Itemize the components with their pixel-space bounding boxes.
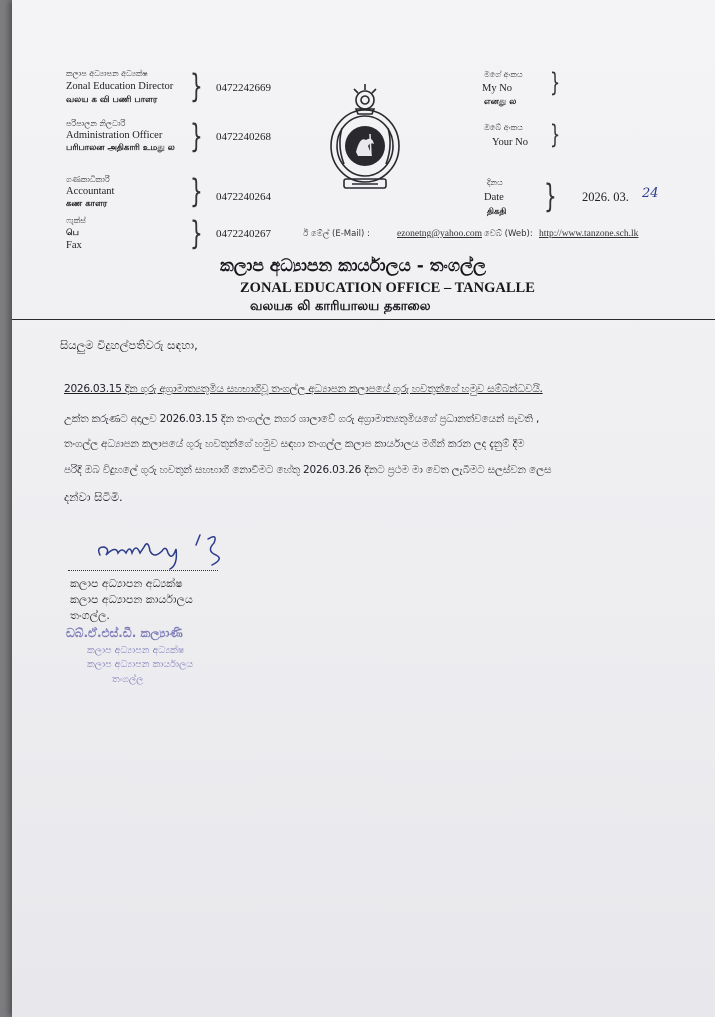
accountant-label-en: Accountant xyxy=(66,186,115,197)
admin-label-en: Administration Officer xyxy=(66,130,163,141)
stamp-name: ඩබ්.ඒ.එස්.ඩී. කල්‍යාණි xyxy=(66,626,183,640)
date-day-handwritten: 24 xyxy=(642,186,659,201)
signature-line xyxy=(68,570,218,571)
your-no-label-en: Your No xyxy=(492,137,528,148)
date-label-ta: திகதி xyxy=(487,207,507,217)
director-phone: 0472242669 xyxy=(216,82,271,94)
web-label: වෙබ් (Web): xyxy=(484,229,533,239)
date-label-en: Date xyxy=(484,192,504,203)
body-line-4: දන්වා සිටිමි. xyxy=(64,490,123,504)
my-no-label-si: මගේ අංකය xyxy=(484,70,523,79)
brace-icon: } xyxy=(544,176,557,216)
signoff-line-1: කලාප අධ්‍යාපන අධ්‍යක්ෂ xyxy=(70,577,183,590)
body-line-2: තංගල්ල අධ්‍යාපන කලාපයේ ගුරු හවතුන්ගේ හමුව සඳහා තංගල්ල කලාප කාර්යාලය මගින් කරන ලද දැනුම් දීම xyxy=(64,438,525,450)
date-label-si: දිනය xyxy=(487,178,503,187)
your-no-label-si: ඔබේ අංකය xyxy=(484,123,523,132)
body-line-3: පරිදි ඔබ විදුහලේ ගුරු හවතුන් සහභාගී නොවීමට හේතු 2026.03.26 දිනට ප්‍රථම මා වෙත ලැබීමට සලස්වන ලෙස xyxy=(64,464,552,476)
body-line-1: උක්ත කරුණට අදාලව 2026.03.15 දින තංගල්ල නගර ශාලාවේ ගරු අග්‍රාමාත්‍යතුමියගේ ප්‍රධානත්වයෙන් පැවති , xyxy=(64,413,540,425)
stamp-line-1: කලාප අධ්‍යාපන අධ්‍යක්ෂ xyxy=(87,645,185,656)
accountant-label-si: ගණකාධිකාරි xyxy=(66,175,110,184)
stamp-line-3: තංගල්ල xyxy=(112,674,144,685)
office-title-ta: வலயக லி காரியாலய தகாலை xyxy=(250,299,431,314)
date-value: 2026. 03. xyxy=(582,190,629,204)
office-title-en: ZONAL EDUCATION OFFICE – TANGALLE xyxy=(240,280,535,296)
brace-icon: } xyxy=(190,171,203,211)
signature-image xyxy=(72,525,252,575)
header-divider xyxy=(12,319,715,320)
fax-label-en: Fax xyxy=(66,240,82,251)
letter-page xyxy=(12,0,715,1017)
brace-icon: } xyxy=(550,118,561,150)
signoff-line-3: තංගල්ල. xyxy=(70,609,110,622)
admin-label-si: පරිපාලන නිලධාරි xyxy=(66,119,126,128)
fax-label-ta: பெ xyxy=(66,228,79,238)
director-label-si: කලාප අධ්‍යාපන අධ්‍යක්ෂ xyxy=(66,69,148,78)
web-link[interactable]: http://www.tanzone.sch.lk xyxy=(539,229,639,239)
office-title-si: කලාප අධ්‍යාපන කාර්යාලය - තංගල්ල xyxy=(220,256,486,276)
director-label-en: Zonal Education Director xyxy=(66,81,174,92)
salutation: සියලුම විදුහල්පතිවරු සඳහා, xyxy=(60,338,198,352)
email-link[interactable]: ezonetng@yahoo.com xyxy=(397,229,482,239)
director-label-ta: வலய க வி பணி பாளர xyxy=(66,95,158,105)
my-no-label-en: My No xyxy=(482,83,513,94)
accountant-label-ta: கண காளர xyxy=(66,199,108,209)
admin-phone: 0472240268 xyxy=(216,131,271,143)
email-label: ඊ මේල් (E-Mail) : xyxy=(303,229,370,239)
stamp-line-2: කලාප අධ්‍යාපන කාර්යාලය xyxy=(87,659,194,670)
admin-label-ta: பரிபாலன அதிகாரி உமது ல xyxy=(66,143,175,153)
my-no-label-ta: எனது ல xyxy=(484,97,517,107)
brace-icon: } xyxy=(190,66,203,106)
subject-line: 2026.03.15 දින ගුරු අග්‍රාමාත්‍යතුමිය සහභාගිවූ තංගල්ල අධ්‍යාපන කලාපයේ ගුරු හවතුන්ගේ හමුව සම්බන්ධවයි. xyxy=(64,383,543,395)
fax-label-si: ෆැක්ස් xyxy=(66,216,86,225)
signoff-line-2: කලාප අධ්‍යාපන කාර්යාලය xyxy=(70,593,193,606)
accountant-phone: 0472240264 xyxy=(216,191,271,203)
brace-icon: } xyxy=(190,116,203,156)
brace-icon: } xyxy=(550,66,561,98)
national-emblem-icon xyxy=(322,80,408,192)
brace-icon: } xyxy=(190,213,203,253)
fax-phone: 0472240267 xyxy=(216,228,271,240)
